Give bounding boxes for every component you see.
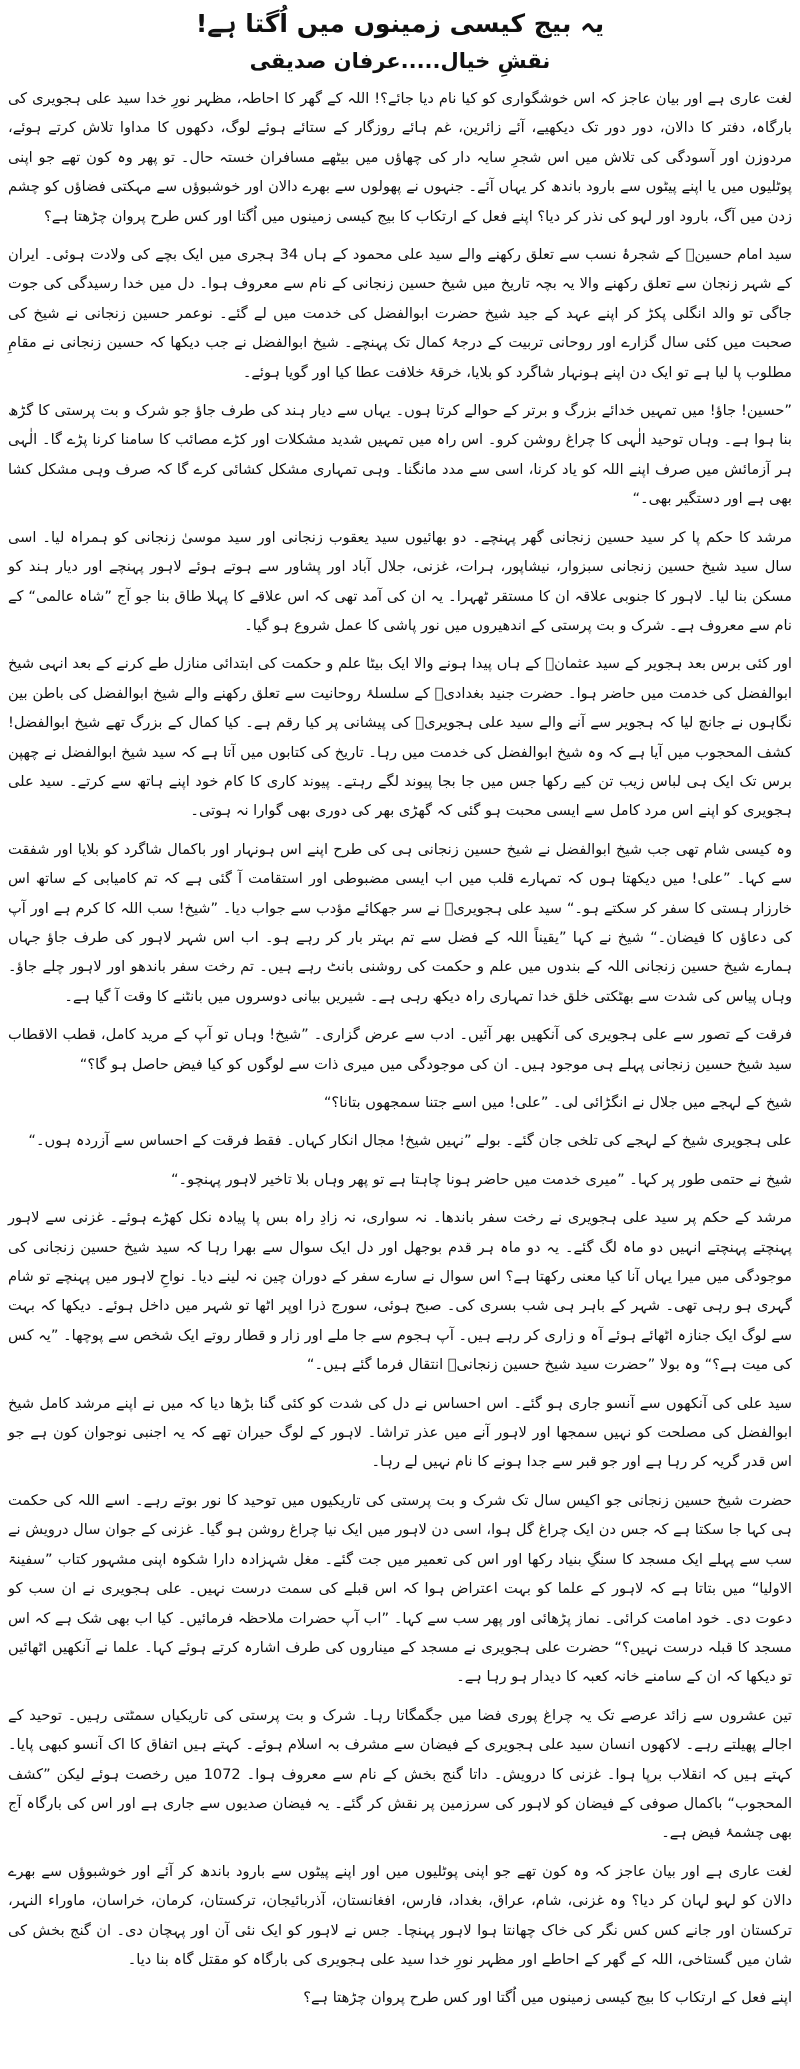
article-paragraph: سید امام حسینؓ کے شجرۂ نسب سے تعلق رکھنے والے سید علی محمود کے ہاں 34 ہجری میں ایک بچے کی ولادت ہوئی۔ ایران کے شہر زنجان سے تعلق رکھنے والا یہ بچہ تاریخ میں شیخ حسین زنجانی کے نام سے معروف ہوا۔ دل میں خدا رسیدگی کی جوت جاگی تو والد انگلی پکڑ کر اپنے عہد کے جید شیخ حضرت ابوالفضل کی خدمت میں لے گئے۔ نوعمر حسین زنجانی نے شیخ کی صحبت میں کئی سال گزارے اور روحانی تربیت کے درجۂ کمال تک پہنچے۔ شیخ ابوالفضل نے جب دیکھا کہ حسین زنجانی نے مقامِ مطلوب پا لیا ہے تو ایک دن اپنے ہونہار شاگرد کو بلایا، خرقۂ خلافت عطا کیا اور گویا ہوئے۔ — [8, 246, 792, 381]
article-paragraph: علی ہجویری شیخ کے لہجے کی تلخی جان گئے۔ بولے ”نہیں شیخ! مجال انکار کہاں۔ فقط فرقت کے احساس سے آزردہ ہوں۔“ — [28, 1132, 792, 1150]
article-paragraph: اپنے فعل کے ارتکاب کا بیج کیسی زمینوں میں اُگتا اور کس طرح پروان چڑھتا ہے؟ — [303, 1989, 792, 2007]
article-paragraph: ”حسین! جاؤ! میں تمہیں خدائے بزرگ و برتر کے حوالے کرتا ہوں۔ یہاں سے دیار ہند کی طرف جاؤ جو شرک و بت پرستی کا گڑھ بنا ہوا ہے۔ وہاں توحید الٰہی کا چراغ روشن کرو۔ اس راہ میں تمہیں شدید مشکلات اور کڑے مصائب کا سامنا کرنا پڑے گا۔ الٰہی ہر آزمائش میں صرف اپنے اللہ کو یاد کرنا، اسی سے مدد مانگنا۔ وہی تمہاری مشکل کشائی کرے گا کہ صرف وہی مشکل کشا بھی ہے اور دستگیر بھی۔“ — [8, 402, 792, 508]
article-paragraph: لغت عاری ہے اور بیان عاجز کہ اس خوشگواری کو کیا نام دیا جائے؟! اللہ کے گھر کا احاطہ، مظہر نورِ خدا سید علی ہجویری کی بارگاہ، دفتر کا دالان، دور دور تک دیکھیے، آئے زائرین، غم ہائے روزگار کے ستائے ہوئے لوگ، دکھوں کا مداوا تلاش کرتے ہوئے، مردوزن اور آسودگی کی تلاش میں اس شجرِ سایہ دار کی چھاؤں میں بیٹھے مسافران خستہ حال۔ تو پھر وہ کون تھے جو اپنی پوٹلیوں میں یا اپنے پیٹوں سے بارود باندھ کر یہاں آئے۔ جنہوں نے پھولوں سے بھرے دالان اور خوشبوؤں سے مہکتی فضاؤں کو چشم زدن میں آگ، بارود اور لہو کی نذر کر دیا؟ اپنے فعل کے ارتکاب کا بیج کیسی زمینوں میں اُگتا اور کس طرح پروان چڑھتا ہے؟ — [8, 90, 792, 225]
article-body — [8, 84, 792, 2013]
article-paragraph: حضرت شیخ حسین زنجانی جو اکیس سال تک شرک و بت پرستی کی تاریکیوں میں توحید کا نور بوتے رہے۔ اسے اللہ کی حکمت ہی کہا جا سکتا ہے کہ جس دن ایک چراغ گل ہوا، اسی دن لاہور میں ایک نیا چراغ روشن ہو گیا۔ غزنی کے جوان سال درویش نے سب سے پہلے ایک مسجد کا سنگِ بنیاد رکھا اور اس کی تعمیر میں جت گئے۔ مغل شہزادہ دارا شکوہ اپنی مشہور کتاب ”سفینۃ الاولیا“ میں بتاتا ہے کہ لاہور کے علما کو بہت اعتراض ہوا کہ اس قبلے کی سمت درست نہیں۔ علی ہجویری نے ان سب کو دعوت دی۔ خود امامت کرائی۔ نماز پڑھائی اور پھر سب سے کہا۔ ”اب آپ حضرات ملاحظہ فرمائیں۔ کیا اب بھی شک ہے کہ اس مسجد کا قبلہ درست نہیں؟“ حضرت علی ہجویری نے مسجد کے میناروں کی طرف اشارہ کرتے ہوئے کہا۔ علما نے آنکھیں اٹھائیں تو دیکھا کہ ان کے سامنے خانہ کعبہ کا دیدار ہو رہا ہے۔ — [8, 1491, 792, 1686]
article-paragraph: اور کئی برس بعد ہجویر کے سید عثمانؒ کے ہاں پیدا ہونے والا ایک بیٹا علم و حکمت کی ابتدائی منازل طے کرنے کے بعد انہی شیخ ابوالفضل کی خدمت میں حاضر ہوا۔ حضرت جنید بغدادیؒ کے سلسلۂ روحانیت سے تعلق رکھنے والے شیخ ابوالفضل کی باطن بین نگاہوں نے جانچ لیا کہ ہجویر سے آنے والے سید علی ہجویریؒ کی پیشانی پر کیا رقم ہے۔ کیا کمال کے بزرگ تھے شیخ ابوالفضل! کشف المحجوب میں آیا ہے کہ وہ شیخ ابوالفضل کی خدمت میں رہا۔ تاریخ کی کتابوں میں آتا ہے کہ سید شیخ ابوالفضل نے چھپن برس تک ایک ہی لباس زیب تن کیے رکھا جس میں جا بجا پیوند لگے رہتے۔ پیوند کاری کا کام خود اپنے ہاتھ سے کرتے۔ سید علی ہجویری کو اپنے اس مرد کامل سے ایسی محبت ہو گئی کہ گھڑی بھر کی دوری بھی گوارا نہ ہوتی۔ — [8, 655, 792, 820]
article-paragraph: وہ کیسی شام تھی جب شیخ ابوالفضل نے شیخ حسین زنجانی ہی کی طرح اپنے اس ہونہار اور باکمال شاگرد کو بلایا اور شفقت سے کہا۔ ”علی! میں دیکھتا ہوں کہ تمہارے قلب میں اب ایسی مضبوطی اور استقامت آ گئی ہے کہ تم کامیابی کے ساتھ اس خارزار ہستی کا سفر کر سکتے ہو۔“ سید علی ہجویریؒ نے سر جھکائے مؤدب سے جواب دیا۔ ”شیخ! سب اللہ کا کرم ہے اور آپ کی دعاؤں کا فیضان۔“ شیخ نے کہا ”یقیناً اللہ کے فضل سے تم بہتر بار کر رہے ہو۔ اب اس شہر لاہور کی طرف جاؤ جہاں ہمارے شیخ حسین زنجانی اللہ کے بندوں میں علم و حکمت کی روشنی بانٹ رہے ہیں۔ تم رخت سفر باندھو اور لاہور چلے جاؤ۔ وہاں پیاس کی شدت سے بھٹکتی خلق خدا تمہاری راہ دیکھ رہی ہے۔ شیریں بیانی دوسروں میں بانٹنے کا وقت آ گیا ہے۔ — [8, 840, 792, 1005]
article-paragraph: شیخ نے حتمی طور پر کہا۔ ”میری خدمت میں حاضر ہونا چاہتا ہے تو پھر وہاں بلا تاخیر لاہور پہنچو۔“ — [170, 1170, 792, 1188]
article-title: یہ بیج کیسی زمینوں میں اُگتا ہے! — [195, 9, 605, 38]
article-paragraph: لغت عاری ہے اور بیان عاجز کہ وہ کون تھے جو اپنی پوٹلیوں میں اور اپنے پیٹوں سے بارود باندھ کر آئے اور خوشبوؤں سے بھرے دالان کو لہو لہان کر دیا؟ وہ غزنی، شام، عراق، بغداد، فارس، افغانستان، آذربائیجان، ترکستان، کرمان، خراسان، ماوراء النہر، ترکستان اور جانے کس کس نگر کی خاک چھانتا ہوا لاہور پہنچا۔ جس نے لاہور کو ایک نئی آن اور پہچان دی۔ ان گنج بخش کی شان میں گستاخی، اللہ کے گھر کے احاطے اور مظہر نورِ خدا سید علی ہجویری کی بارگاہ کو مقتل گاہ بنا دیا۔ — [8, 1862, 792, 1968]
article-paragraph: تین عشروں سے زائد عرصے تک یہ چراغ پوری فضا میں جگمگاتا رہا۔ شرک و بت پرستی کی تاریکیاں سمٹتی رہیں۔ توحید کے اجالے پھیلتے رہے۔ لاکھوں انسان سید علی ہجویری کے فیضان سے مشرف بہ اسلام ہوئے۔ کہتے ہیں اتفاق کا اک آنسو کبھی پایا۔ کہتے ہیں کہ انقلاب برپا ہوا۔ غزنی کا درویش۔ داتا گنج بخش کے نام سے معروف ہوا۔ 1072 میں رخصت ہوئے لیکن ”کشف المحجوب“ باکمال صوفی کے فیضان کو لاہور کی سرزمین پر نقش کر گئے۔ یہ فیضان صدیوں سے جاری ہے اور اس کی بارگاہ آج بھی چشمۂ فیض ہے۔ — [8, 1706, 793, 1842]
article-paragraph: سید علی کی آنکھوں سے آنسو جاری ہو گئے۔ اس احساس نے دل کی شدت کو کئی گنا بڑھا دیا کہ میں نے اپنے مرشد کامل شیخ ابوالفضل کی مصلحت کو نہیں سمجھا اور لاہور آنے میں عذر تراشا۔ لاہور کے لوگ حیران تھے کہ یہ اجنبی نوجوان کون ہے جو اس قدر گریہ کر رہا ہے اور جو قبر سے جدا ہونے کا نام نہیں لے رہا۔ — [8, 1394, 792, 1471]
article-paragraph: فرقت کے تصور سے علی ہجویری کی آنکھیں بھر آئیں۔ ادب سے عرض گزاری۔ ”شیخ! وہاں تو آپ کے مرید کامل، قطب الاقطاب سید شیخ حسین زنجانی پہلے ہی موجود ہیں۔ ان کی موجودگی میں میری ذات سے لوگوں کو کیا فیض حاصل ہو گا؟“ — [8, 1026, 792, 1073]
article-paragraph: شیخ کے لہجے میں جلال نے انگڑائی لی۔ ”علی! میں اسے جتنا سمجھوں بتانا؟“ — [323, 1094, 792, 1111]
article-paragraph: مرشد کا حکم پا کر سید حسین زنجانی گھر پہنچے۔ دو بھائیوں سید یعقوب زنجانی اور سید موسیٰ زنجانی کو ہمراہ لیا۔ اسی سال سید شیخ حسین زنجانی سبزوار، نیشاپور، ہرات، غزنی، جلال آباد اور پشاور سے ہوتے ہوئے لاہور پہنچے اور دیار ہند کو مسکن بنا لیا۔ لاہور کا جنوبی علاقہ ان کا مستقر ٹھہرا۔ یہ ان کی آمد تھی کہ اس علاقے کا پہلا طاق بنا جو آج ”شاہ عالمی“ کے نام سے معروف ہے۔ شرک و بت پرستی کے اندھیروں میں نور پاشی کا عمل شروع ہو گیا۔ — [8, 528, 792, 634]
article-byline: نقشِ خیال.....عرفان صدیقی — [249, 49, 551, 73]
article-paragraph: مرشد کے حکم پر سید علی ہجویری نے رخت سفر باندھا۔ نہ سواری، نہ زادِ راہ بس پا پیادہ نکل کھڑے ہوئے۔ غزنی سے لاہور پہنچتے پہنچتے انہیں دو ماہ لگ گئے۔ یہ دو ماہ ہر قدم بوجھل اور دل ایک سوال سے بھرا رہا کہ سید شیخ حسین زنجانی کی موجودگی میں میرا یہاں آنا کیا معنی رکھتا ہے؟ اس سوال نے سارے سفر کے دوران چین نہ لینے دیا۔ نواحِ لاہور میں پہنچے تو شام گہری ہو رہی تھی۔ شہر کے باہر ہی شب بسری کی۔ صبح ہوئی، سورج ذرا اوپر اٹھا تو شہر میں داخل ہوئے۔ دیکھا کہ بہت سے لوگ ایک جنازہ اٹھائے ہوئے آہ و زاری کر رہے ہیں۔ آپ ہجوم سے جا ملے اور زار و قطار روتے ایک شخص سے پوچھا۔ ”یہ کس کی میت ہے؟“ وہ بولا ”حضرت سید شیخ حسین زنجانیؒ انتقال فرما گئے ہیں۔“ — [8, 1209, 792, 1374]
